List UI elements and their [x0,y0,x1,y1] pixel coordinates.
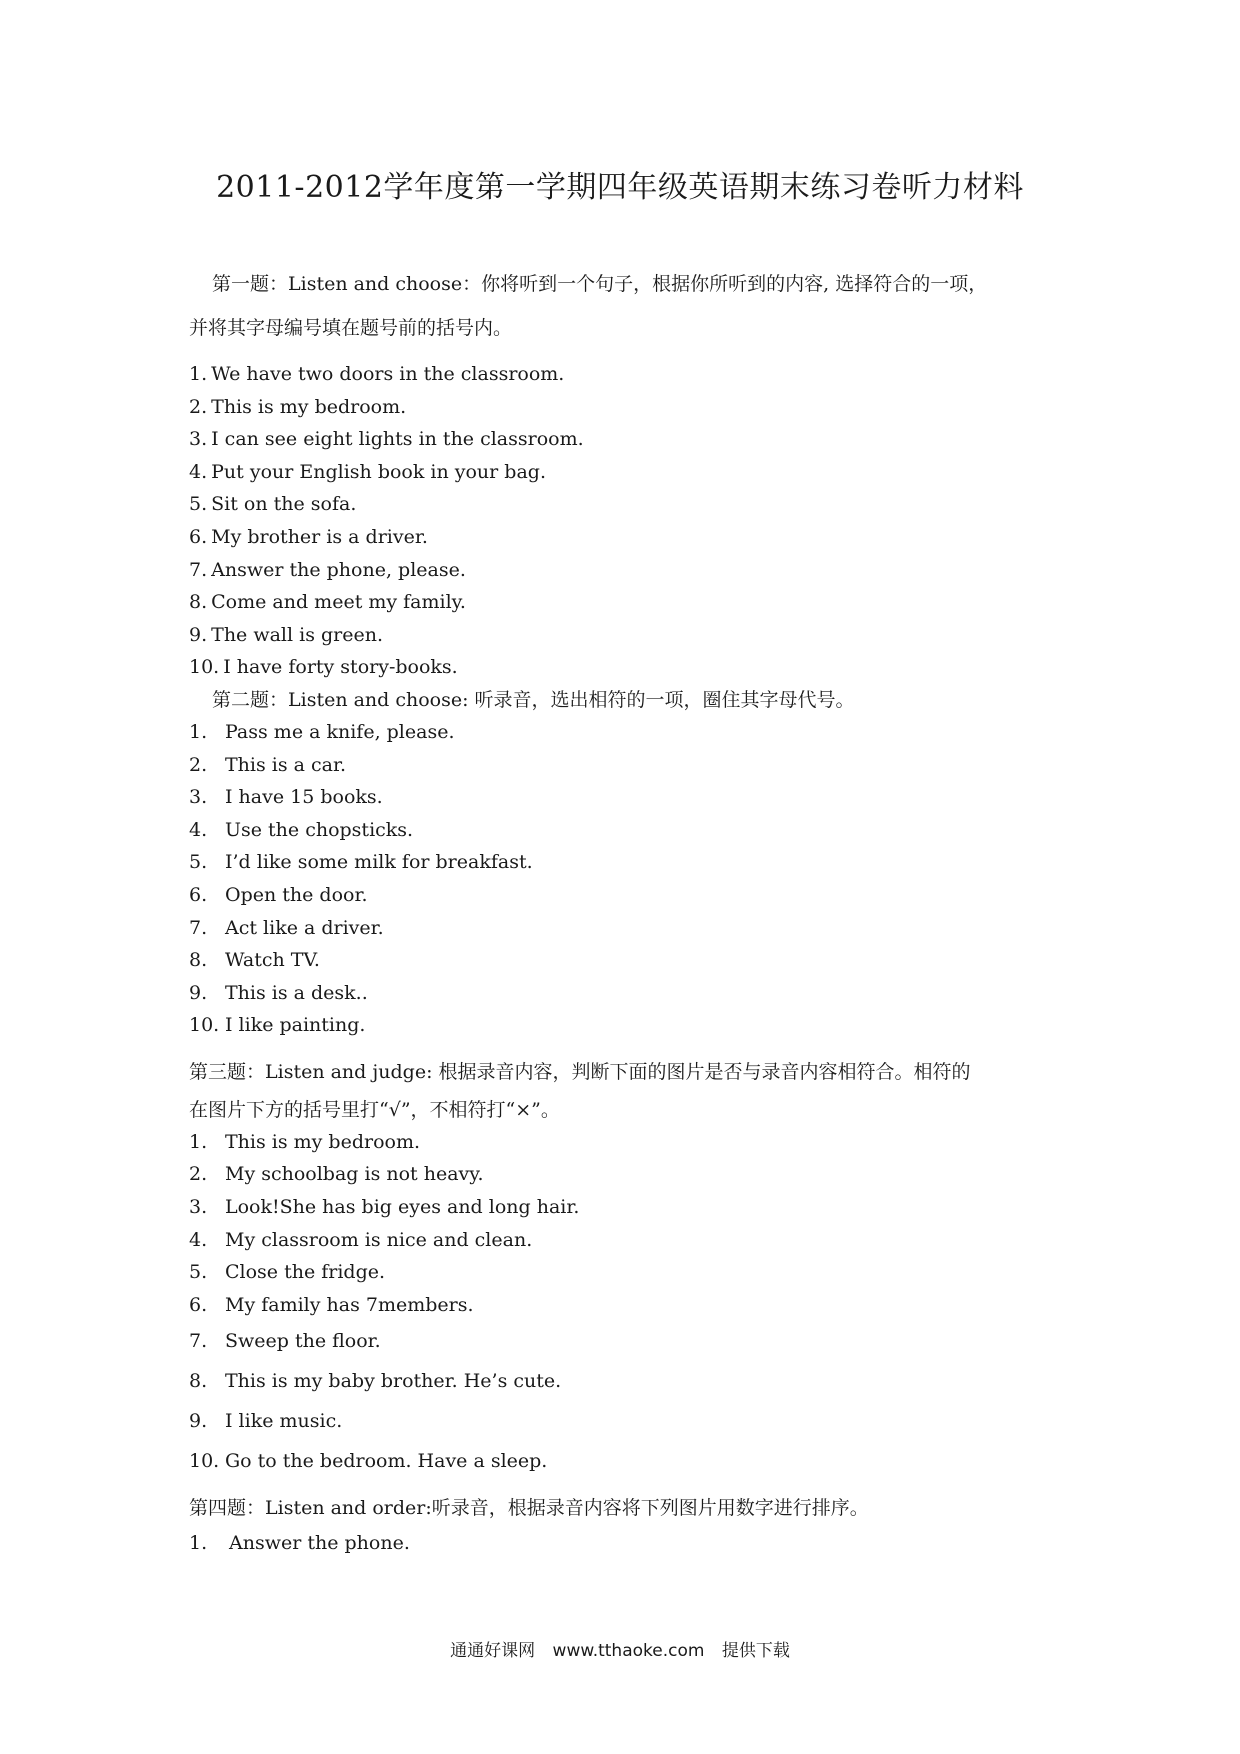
item-number: 10. [189,1014,220,1037]
list-item [189,781,1069,814]
item-number: 10. [189,656,220,679]
item-number: 3. [189,786,208,809]
item-number: 10. [189,1450,220,1473]
item-number: 9. [189,981,208,1004]
section-4 [189,1489,1069,1560]
item-number: 7. [189,1330,208,1353]
list-item [189,1441,1069,1481]
item-text: My brother is a driver. [211,525,428,548]
list-item [189,716,1069,749]
item-text: Answer the phone, please. [211,558,466,581]
item-number: 4. [189,818,208,841]
footer-suffix: 提供下载 [721,1641,790,1661]
item-text: This is my baby brother. He’s cute. [225,1370,562,1393]
item-text: Act like a driver. [225,916,384,939]
item-number: 4. [189,1228,208,1251]
page-title: 2011-2012学年度第一学期四年级英语期末练习卷听力材料 [216,170,1024,205]
item-text: Pass me a knife, please. [225,720,455,743]
item-text: I like music. [225,1410,343,1433]
section-3 [189,1050,1069,1482]
list-item [189,554,1069,587]
item-text: I’d like some milk for breakfast. [225,851,533,874]
item-number: 6. [189,883,208,906]
item-text: Answer the phone. [229,1532,410,1555]
item-text: Open the door. [225,883,368,906]
item-number: 6. [189,525,208,548]
item-number: 1. [189,1130,208,1153]
section-1-header-line1: 第一题：Listen and choose：你将听到一个句子，根据你所听到的内容, 选择符合的一项， [212,273,988,295]
list-item [189,423,1069,456]
item-number: 5. [189,493,208,516]
list-item [189,586,1069,619]
section-1-list [189,358,1069,684]
list-item [189,814,1069,847]
list-item [189,391,1069,424]
item-number: 4. [189,460,208,483]
item-number: 7. [189,916,208,939]
list-item [189,651,1069,684]
section-2-header: 第二题：Listen and choose: 听录音，选出相符的一项，圈住其字母代号。 [212,688,855,711]
item-text: We have two doors in the classroom. [211,363,565,385]
item-text: Close the fridge. [225,1261,386,1284]
item-text: Sit on the sofa. [211,493,357,516]
item-text: I like painting. [225,1014,366,1037]
item-number: 9. [189,623,208,646]
footer-url: www.tthaoke.com [552,1641,705,1661]
list-item [189,1224,1069,1257]
list-item [189,1158,1069,1191]
item-text: This is my bedroom. [225,1130,421,1153]
item-number: 9. [189,1410,208,1433]
item-text: Look!She has big eyes and long hair. [225,1196,580,1219]
section-3-list [189,1126,1069,1482]
item-text: The wall is green. [211,623,383,646]
item-number: 6. [189,1293,208,1316]
list-item [189,944,1069,977]
item-number: 5. [189,1261,208,1284]
section-2-list [189,716,1069,1042]
list-item [189,1289,1069,1322]
footer-site-name: 通通好课网 [450,1641,536,1661]
list-item [189,1527,1069,1560]
item-text: This is my bedroom. [211,395,407,418]
section-1-header-line2: 并将其字母编号填在题号前的括号内。 [189,317,513,339]
item-number: 1. [189,363,208,385]
section-3-header-line2: 在图片下方的括号里打“√”，不相符打“×”。 [189,1098,560,1121]
list-item [189,1321,1069,1361]
list-item [189,619,1069,652]
list-item [189,879,1069,912]
item-number: 2. [189,753,208,776]
list-item [189,521,1069,554]
item-text: Go to the bedroom. Have a sleep. [225,1450,548,1473]
page-footer [0,1636,1240,1661]
item-text: I can see eight lights in the classroom. [211,428,584,451]
item-text: Use the chopsticks. [225,818,414,841]
item-number: 7. [189,558,208,581]
list-item [189,456,1069,489]
item-text: Put your English book in your bag. [211,460,546,483]
section-1 [189,262,1069,684]
list-item [189,1401,1069,1441]
list-item [189,1126,1069,1159]
item-text: Watch TV. [225,949,320,972]
list-item [189,1009,1069,1042]
item-text: My family has 7members. [225,1293,474,1316]
list-item [189,1361,1069,1401]
item-text: This is a car. [225,753,347,776]
list-item [189,1256,1069,1289]
list-item [189,846,1069,879]
list-item [189,977,1069,1010]
section-3-header-line1: 第三题：Listen and judge: 根据录音内容，判断下面的图片是否与录音内容相符合。相符的 [189,1060,971,1083]
item-number: 1. [189,1532,208,1555]
list-item [189,749,1069,782]
item-text: I have forty story-books. [223,656,458,679]
item-number: 8. [189,949,208,972]
section-4-list [189,1527,1069,1560]
item-number: 8. [189,591,208,614]
item-number: 2. [189,1163,208,1186]
item-text: I have 15 books. [225,786,383,809]
section-2 [189,684,1069,1042]
list-item [189,1191,1069,1224]
item-number: 3. [189,428,208,451]
section-4-header: 第四题：Listen and order:听录音，根据录音内容将下列图片用数字进行排序。 [189,1497,869,1520]
item-number: 1. [189,720,208,743]
item-number: 3. [189,1196,208,1219]
document-body [189,262,1069,1560]
list-item [189,358,1069,391]
item-text: My schoolbag is not heavy. [225,1163,484,1186]
item-text: This is a desk.. [225,981,368,1004]
list-item [189,488,1069,521]
item-text: Come and meet my family. [211,591,466,614]
item-number: 5. [189,851,208,874]
item-text: My classroom is nice and clean. [225,1228,533,1251]
item-text: Sweep the floor. [225,1330,381,1353]
item-number: 2. [189,395,208,418]
list-item [189,912,1069,945]
item-number: 8. [189,1370,208,1393]
